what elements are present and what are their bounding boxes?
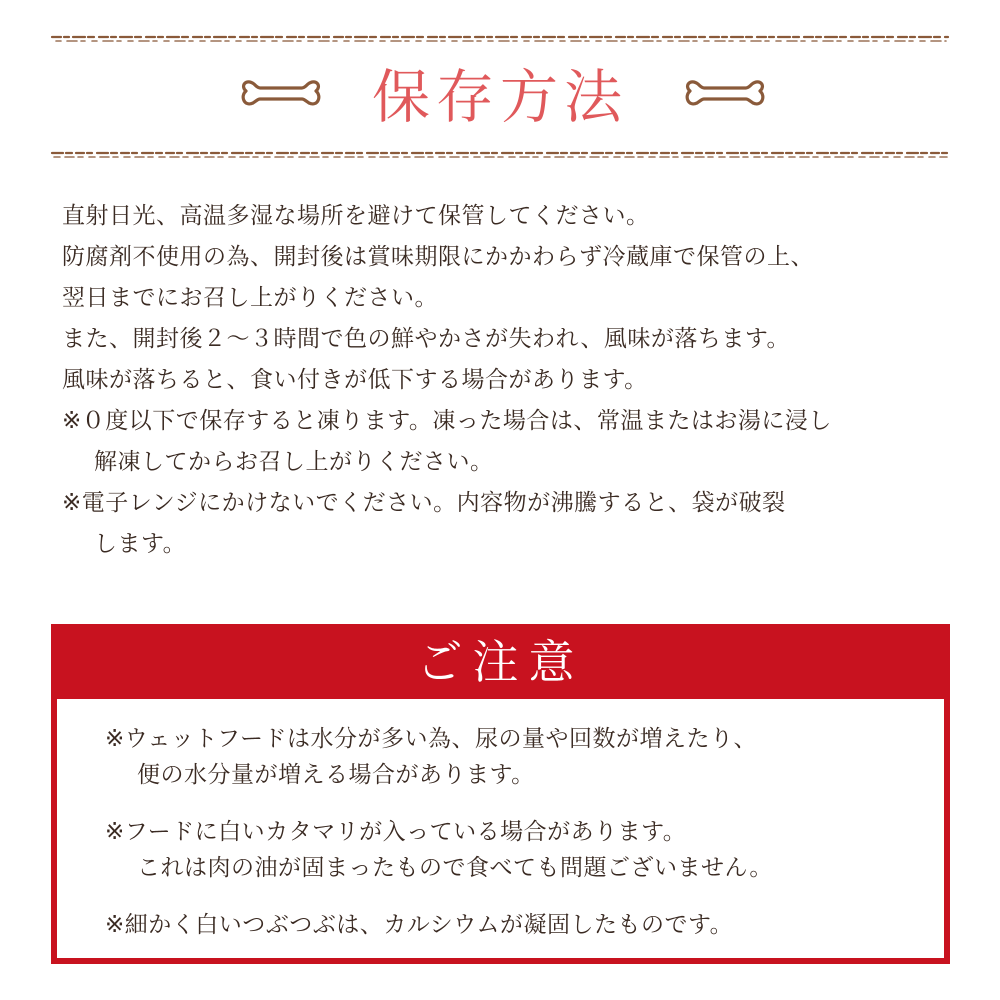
stitch-divider-bottom xyxy=(50,150,950,160)
caution-box xyxy=(51,624,950,964)
stitch-divider-top xyxy=(50,34,950,44)
storage-line: また、開封後２〜３時間で色の鮮やかさが失われ、風味が落ちます。 xyxy=(62,326,791,352)
storage-line: ※電子レンジにかけないでください。内容物が沸騰すると、袋が破裂 xyxy=(62,490,786,516)
caution-line: これは肉の油が固まったもので食べても問題ございません。 xyxy=(137,855,773,881)
section-header xyxy=(0,58,1000,142)
caution-line: ※細かく白いつぶつぶは、カルシウムが凝固したものです。 xyxy=(105,912,734,938)
caution-title: ご注意 xyxy=(416,635,585,689)
storage-line: します。 xyxy=(94,531,187,557)
bone-icon xyxy=(684,76,766,118)
caution-line: ※ウェットフードは水分が多い為、尿の量や回数が増えたり、 xyxy=(105,726,757,752)
storage-line: 防腐剤不使用の為、開封後は賞味期限にかかわらず冷蔵庫で保管の上、 xyxy=(62,244,814,270)
page-title: 保存方法 xyxy=(371,63,628,131)
storage-instructions xyxy=(62,196,962,565)
storage-line: ※０度以下で保存すると凍ります。凍った場合は、常温またはお湯に浸し xyxy=(62,408,832,434)
storage-line: 風味が落ちると、食い付きが低下する場合があります。 xyxy=(62,367,648,393)
storage-line: 解凍してからお召し上がりください。 xyxy=(94,449,494,475)
storage-line: 直射日光、高温多湿な場所を避けて保管してください。 xyxy=(62,203,650,229)
caution-line: 便の水分量が増える場合があります。 xyxy=(137,762,535,788)
caution-body xyxy=(57,699,944,958)
storage-line: 翌日までにお召し上がりください。 xyxy=(62,285,438,311)
caution-line: ※フードに白いカタマリが入っている場合があります。 xyxy=(105,819,687,845)
